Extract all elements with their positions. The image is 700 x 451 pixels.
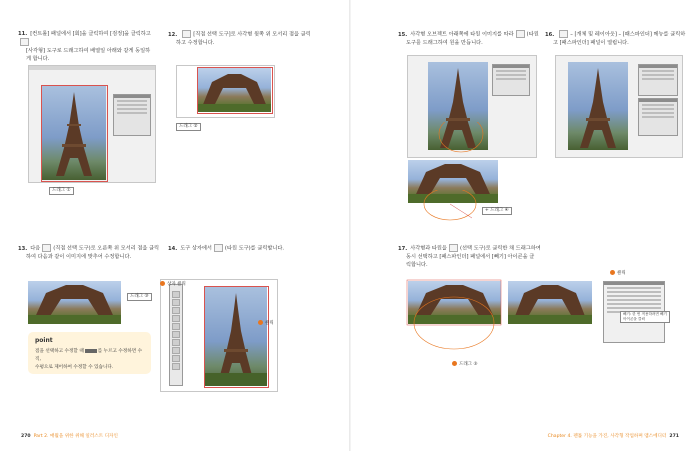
step-line: 사각형과 타원을 bbox=[410, 245, 447, 252]
step-number: 16. bbox=[545, 31, 555, 38]
click-marker-icon bbox=[160, 281, 165, 286]
properties-panel bbox=[638, 64, 678, 96]
step-line: (타원 도구)를 클릭합니다. bbox=[224, 245, 285, 252]
step-line: (타원 bbox=[526, 31, 539, 38]
direct-select-icon bbox=[42, 244, 51, 252]
tools-panel bbox=[169, 284, 183, 386]
point-line: 수평으로 제어하여 수정할 수 있습니다. bbox=[35, 365, 114, 370]
step-11-text bbox=[18, 30, 158, 63]
step-number: 12. bbox=[168, 31, 178, 38]
step-line: [직접 선택 도구]로 사각형 윗쪽 위 모서리 점을 클릭 bbox=[193, 31, 311, 38]
step-14-text bbox=[168, 244, 333, 253]
badge-label: 드래그 ⑤ bbox=[459, 362, 478, 367]
click-marker-icon bbox=[258, 320, 263, 325]
point-title: point bbox=[35, 337, 53, 344]
badge-tool-click bbox=[160, 281, 186, 287]
badge-label: 상자 클릭 bbox=[167, 282, 186, 287]
badge-label: 클릭 bbox=[265, 321, 274, 326]
page-gutter bbox=[349, 0, 351, 451]
screenshot-step-16 bbox=[555, 55, 683, 158]
step-line: 하고 수정합니다. bbox=[176, 39, 215, 46]
footer-right bbox=[548, 433, 682, 439]
step-line: (직접 선택 도구)로 오른쪽 위 모서리 점을 클릭 bbox=[53, 245, 160, 252]
step-line: [사각형] 도구로 드래그하여 배열일 아래와 같게 동일하 bbox=[26, 47, 151, 54]
step-number: 15. bbox=[398, 31, 408, 38]
badge-drag-5 bbox=[452, 361, 478, 367]
footer-left bbox=[18, 433, 118, 439]
page-number: 270 bbox=[21, 434, 31, 439]
page-number: 271 bbox=[669, 434, 679, 439]
step-number: 14. bbox=[168, 245, 178, 252]
direct-select-icon bbox=[182, 30, 191, 38]
step-line: – [개체 및 레이아웃] – [패스파인더] 메뉴를 클릭하 bbox=[570, 31, 686, 38]
badge-click bbox=[258, 320, 274, 326]
step-line: 도구를 드래그하여 원을 만듭니다. bbox=[406, 39, 483, 46]
click-marker-icon bbox=[452, 361, 457, 366]
eiffel-tower-result-photo bbox=[508, 281, 592, 324]
callout-drag-1: 드래그 ① bbox=[49, 187, 74, 195]
selection-rectangle bbox=[197, 67, 273, 114]
step-line: (선택 도구)로 클릭한 채 드래그하여 bbox=[459, 245, 541, 252]
screenshot-step-11 bbox=[28, 65, 156, 183]
step-13-text bbox=[18, 244, 163, 261]
step-line: 릭합니다. bbox=[406, 261, 428, 268]
callout-drag-3: 드래그 ③ bbox=[127, 293, 152, 301]
window-menu-icon bbox=[559, 30, 568, 38]
screenshot-step-12 bbox=[176, 65, 275, 118]
step-line: [컨트롤] 패널에서 [회]을 클릭하여 [검정]을 클릭하고 bbox=[30, 31, 151, 37]
step-line: 사각형 오브젝트 아래쪽에 타원 이미지를 따라 bbox=[410, 31, 514, 38]
eiffel-tower-photo bbox=[568, 62, 628, 150]
point-tip-box bbox=[28, 332, 151, 374]
step-16-text bbox=[545, 30, 695, 47]
point-body bbox=[35, 348, 147, 372]
screenshot-step-14 bbox=[160, 279, 278, 392]
step-line: 하여 다음과 같이 이미지에 맞추어 수정합니다. bbox=[26, 253, 132, 260]
step-17-text bbox=[398, 244, 568, 269]
callout-drag-4: + 드래그 ④ bbox=[482, 207, 512, 215]
point-line: 점을 선택하고 수정할 때 bbox=[35, 349, 84, 354]
eiffel-tower-base-photo bbox=[28, 281, 121, 324]
step-number: 17. bbox=[398, 245, 408, 252]
tooltip-subtract: 빼기: 한 번 적용하려면 빼기 아이콘을 클릭 bbox=[620, 311, 670, 323]
step-12-text bbox=[168, 30, 333, 47]
step-line: 고 [패스파인더] 패널이 열립니다. bbox=[553, 39, 629, 46]
ellipse-tool-icon bbox=[214, 244, 223, 252]
step-line: 동시 선택하고 [패스파인더] 패널에서 [빼기] 아이콘을 클 bbox=[406, 253, 535, 260]
point-line: 를 누르고 수정하면 수직, bbox=[35, 349, 143, 362]
layers-panel bbox=[113, 94, 151, 136]
callout-drag-2: 드래그 ② bbox=[176, 123, 201, 131]
zoom-icon bbox=[20, 38, 29, 46]
properties-panel bbox=[492, 64, 530, 96]
app-toolbar bbox=[29, 66, 155, 70]
badge-click-top bbox=[610, 270, 626, 276]
pathfinder-panel bbox=[638, 98, 678, 136]
shift-key-icon bbox=[85, 349, 97, 353]
step-number: 13. bbox=[18, 245, 28, 252]
selection-rectangle bbox=[41, 85, 108, 182]
step-line: 게 합니다. bbox=[26, 55, 50, 62]
selection-tool-icon bbox=[449, 244, 458, 252]
footer-text: Chapter 4. 펜툴 기능을 가진, 사각형 작업하며 맵스에디터 bbox=[547, 434, 667, 439]
screenshot-step-15 bbox=[407, 55, 537, 158]
step-15-text bbox=[398, 30, 548, 47]
badge-label: 클릭 bbox=[617, 271, 626, 276]
step-line: 도구 상자에서 bbox=[180, 245, 212, 252]
footer-text: Part 2. 매월을 위한 위해 일러스트 디자인 bbox=[33, 434, 118, 439]
step-number: 11. bbox=[18, 31, 28, 37]
ellipse-tool-icon bbox=[516, 30, 525, 38]
selection-rectangle bbox=[204, 286, 269, 388]
click-marker-icon bbox=[610, 270, 615, 275]
step-line: 다음 bbox=[30, 245, 41, 252]
